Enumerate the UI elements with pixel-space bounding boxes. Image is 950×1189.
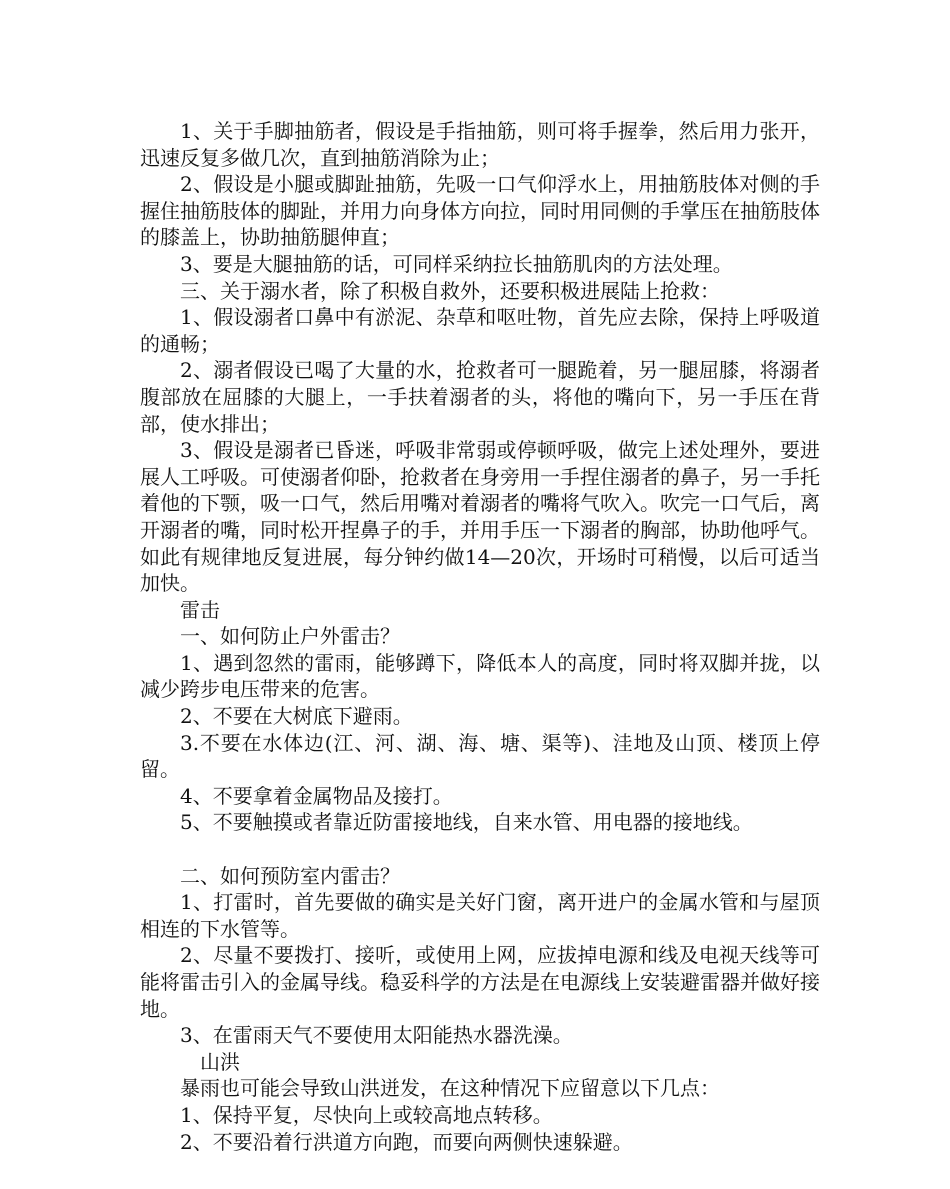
- paragraph: 2、尽量不要拨打、接听，或使用上网，应拔掉电源和线及电视天线等可能将雷击引入的金属导线。稳妥科学的方法是在电源线上安装避雷器并做好接地。: [140, 943, 820, 1021]
- paragraph: 3、要是大腿抽筋的话，可同样采纳拉长抽筋肌肉的方法处理。: [180, 251, 733, 276]
- paragraph: 3、在雷雨天气不要使用太阳能热水器洗澡。: [180, 1023, 573, 1048]
- section-heading: 二、如何预防室内雷击？: [180, 863, 400, 888]
- paragraph: 2、不要沿着行洪道方向跑，而要向两侧快速躲避。: [180, 1129, 633, 1154]
- section-title-flood: 山洪: [200, 1049, 240, 1074]
- paragraph: 1、假设溺者口鼻中有淤泥、杂草和呕吐物，首先应去除，保持上呼吸道的通畅；: [140, 305, 820, 356]
- paragraph: 3、假设是溺者已昏迷，呼吸非常弱或停顿呼吸，做完上述处理外，要进展人工呼吸。可使溺者仰卧，抢救者在身旁用一手捏住溺者的鼻子，另一手托着他的下颚，吸一口气，然后用嘴对着溺者的嘴将气吹入。吹完一口气后，离开溺者的嘴，同时松开捏鼻子的手，并用手压一下溺者的胸部，协助他呼气。如此有规律地反复进展，每分钟约做14—20次，开场时可稍慢，以后可适当加快。: [140, 438, 820, 596]
- section-heading: 一、如何防止户外雷击？: [180, 624, 400, 649]
- paragraph: 4、不要拿着金属物品及接打。: [180, 783, 453, 808]
- section-heading: 三、关于溺水者，除了积极自救外，还要积极进展陆上抢救：: [180, 278, 720, 303]
- paragraph: 5、不要触摸或者靠近防雷接地线，自来水管、用电器的接地线。: [180, 810, 753, 835]
- paragraph: 暴雨也可能会导致山洪迸发，在这种情况下应留意以下几点：: [180, 1076, 720, 1101]
- blank-line: [140, 836, 820, 863]
- paragraph: 2、溺者假设已喝了大量的水，抢救者可一腿跪着，另一腿屈膝，将溺者腹部放在屈膝的大腿上，一手扶着溺者的头，将他的嘴向下，另一手压在背部，使水排出；: [140, 358, 820, 436]
- paragraph: 1、关于手脚抽筋者，假设是手指抽筋，则可将手握拳，然后用力张开，迅速反复多做几次，直到抽筋消除为止；: [140, 119, 820, 170]
- section-title-lightning: 雷击: [180, 597, 220, 622]
- paragraph: 1、遇到忽然的雷雨，能够蹲下，降低本人的高度，同时将双脚并拢，以减少跨步电压带来的危害。: [140, 650, 820, 702]
- document-body: [140, 118, 820, 1155]
- paragraph: 2、不要在大树底下避雨。: [180, 704, 413, 729]
- paragraph: 2、假设是小腿或脚趾抽筋，先吸一口气仰浮水上，用抽筋肢体对侧的手握住抽筋肢体的脚趾，并用力向身体方向拉，同时用同侧的手掌压在抽筋肢体的膝盖上，协助抽筋腿伸直；: [140, 172, 820, 250]
- paragraph: 1、打雷时，首先要做的确实是关好门窗，离开进户的金属水管和与屋顶相连的下水管等。: [140, 890, 820, 941]
- paragraph: 1、保持平复，尽快向上或较高地点转移。: [180, 1102, 553, 1127]
- paragraph: 3.不要在水体边(江、河、湖、海、塘、渠等)、洼地及山顶、楼顶上停留。: [140, 730, 820, 782]
